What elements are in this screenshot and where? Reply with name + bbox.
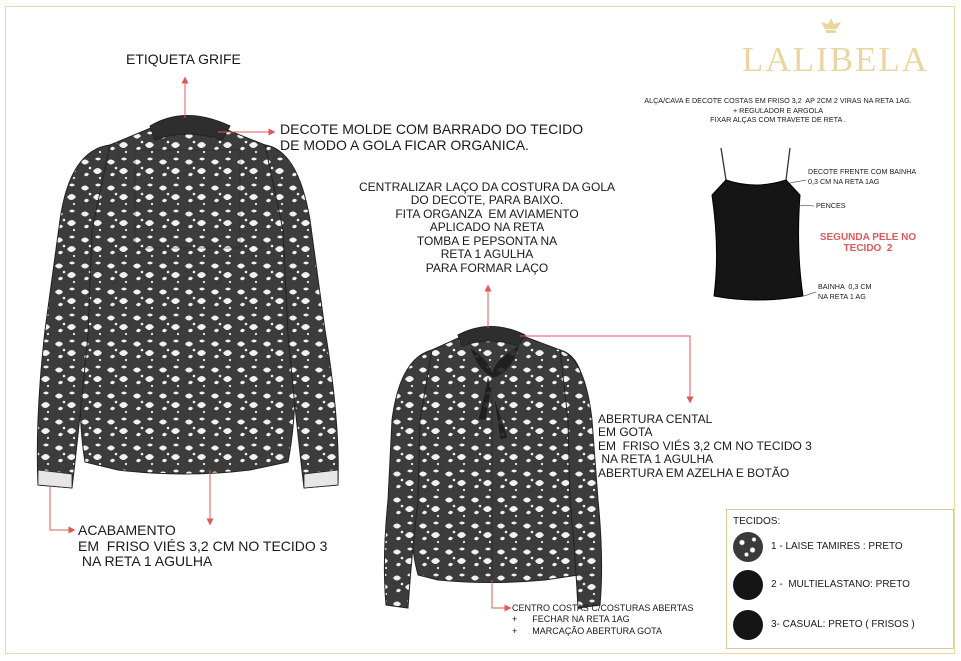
label-pences: PENCES xyxy=(816,201,846,210)
label-decote-molde: DECOTE MOLDE COM BARRADO DO TECIDO DE MODO A GOLA FICAR ORGANICA. xyxy=(280,121,584,153)
legend-item-3 xyxy=(727,610,953,646)
label-segunda-pele: SEGUNDA PELE NO TECIDO 2 xyxy=(819,232,917,255)
camisole-drawing xyxy=(712,148,803,300)
legend-title: TECIDOS: xyxy=(733,516,781,527)
solid-fabric-swatch xyxy=(733,570,763,600)
label-acabamento: ACABAMENTO EM FRISO VIÉS 3,2 CM NO TECIDO 3 NA RETA 1 AGULHA xyxy=(78,522,328,570)
blouse-back-drawing xyxy=(384,327,601,609)
legend-label-3: 3- CASUAL: PRETO ( FRISOS ) xyxy=(771,619,915,630)
label-alca-cava: ALÇA/CAVA E DECOTE COSTAS EM FRISO 3,2 AP 2CM 2 VIRAS NA RETA 1AG. + REGULADOR E ARGOLA FIXAR ALÇAS COM TRAVETE DE RETA . xyxy=(644,96,912,125)
camisole-body xyxy=(712,180,803,300)
label-abertura-central: ABERTURA CENTAL EM GOTA EM FRISO VIÉS 3,2 CM NO TECIDO 3 NA RETA 1 AGULHA ABERTURA EM AZELHA E BOTÃO xyxy=(598,412,812,480)
brand-logo: LALIBELA xyxy=(742,40,930,79)
blouse-front-body xyxy=(78,119,298,475)
label-centralizar-laco: CENTRALIZAR LAÇO DA COSTURA DA GOLA DO DECOTE, PARA BAIXO. FITA ORGANZA EM AVIAMENTO APLICADO NA RETA TOMBA E PEPSONTA NA RETA 1 AGULHA PARA FORMAR LAÇO xyxy=(358,180,616,275)
lace-fabric-swatch xyxy=(733,532,763,562)
label-etiqueta-grife: ETIQUETA GRIFE xyxy=(126,51,241,67)
legend-item-1 xyxy=(727,532,953,568)
legend-label-1: 1 - LAISE TAMIRES : PRETO xyxy=(771,541,903,552)
brand-crest-icon xyxy=(818,16,844,36)
label-decote-frente: DECOTE FRENTE COM BAINHA 0,3 CM NA RETA 1AG xyxy=(808,167,917,186)
legend-item-2 xyxy=(727,570,953,606)
fabric-legend xyxy=(726,509,954,649)
blouse-front-drawing xyxy=(37,116,338,489)
label-centro-costas: CENTRO COSTAS C/COSTURAS ABERTAS + FECHAR NA RETA 1AG + MARCAÇÃO ABERTURA GOTA xyxy=(512,603,694,636)
legend-label-2: 2 - MULTIELASTANO: PRETO xyxy=(771,579,910,590)
label-bainha: BAINHA 0,3 CM NA RETA 1 AG xyxy=(818,282,872,301)
solid-fabric-swatch xyxy=(733,610,763,640)
